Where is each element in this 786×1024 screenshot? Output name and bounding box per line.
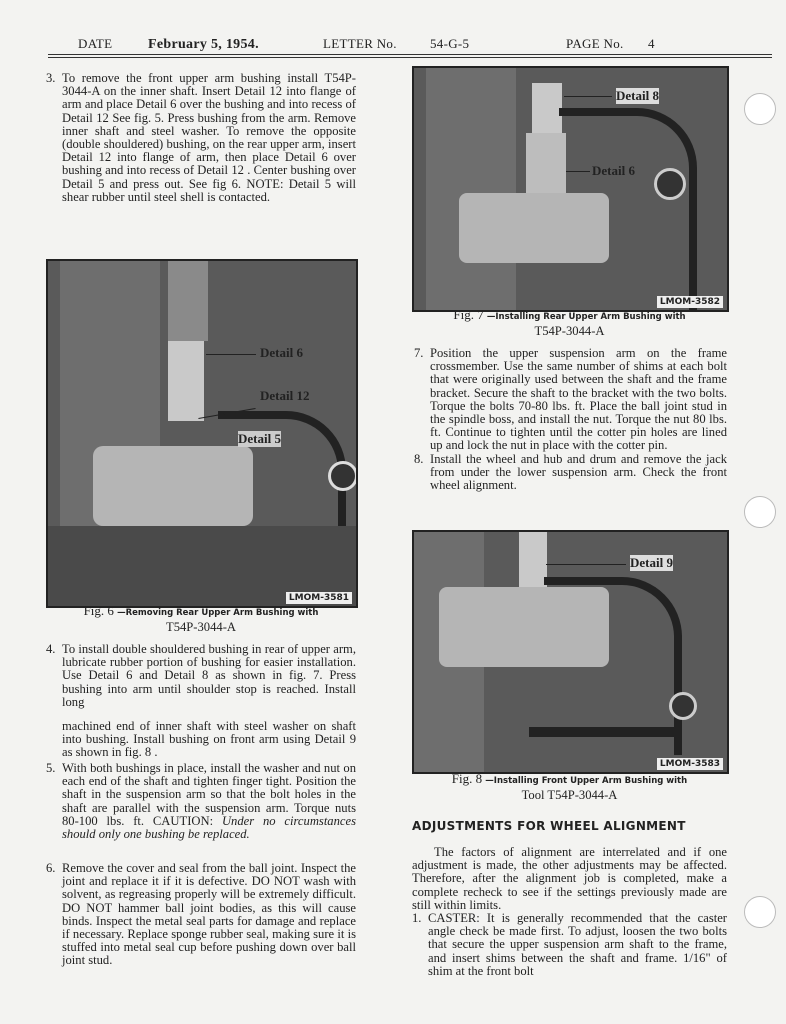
step-7: 7. Position the upper suspension arm on the frame crossmember. Use the same number of shims at each bolt that were originally used between the shaft and the frame bracket. Secure the shaft to the bracket with the two bolts. Torque the bolts 70-80 lbs. ft. Place the ball joint stud in the spindle boss, and install the nut. Torque the nut 80 lbs. ft. Continue to tighten until the cotter pin holes are lined up and lock the nut in place with the cotter pin. 8. Install the wheel and hub and drum and remove the jack from under the lower suspension arm. Check the front wheel alignment. [414,346,727,493]
figure-7-caption: Fig. 7 —Installing Rear Upper Arm Bushing with T54P-3044-A [453,307,686,338]
step-3: 3. To remove the front upper arm bushing install T54P-3044-A on the inner shaft. Insert Detail 12 into flange of arm and place Detail 6 over the bushing and into recess of Detail 12 See fig. 5. Press bushing from the arm. Remove inner shaft and steel washer. To remove the opposite (double shouldered) bushing, on the rear upper arm, insert Detail 12 into flange of arm, then place Detail 6 over bushing and into recess of Detail 12 . Center bushing over Detail 5 and press out. See fig 6. NOTE: Detail 5 will shear rubber until steel shell is contacted. [46,71,356,204]
figure-7-photo: Detail 8 Detail 6 LMOM-3582 [412,66,729,312]
step-6: 6. Remove the cover and seal from the ball joint. Inspect the joint and replace it if it is defective. DO NOT wash with solvent, as regreasing properly will be extremely difficult. DO NOT hammer ball joint bodies, as this will cause binds. Inspect the metal seal parts for damage and replace if necessary. Replace sponge rubber seal, making sure it is stuffed into metal seal cup before pushing down over ball joint stud. [46,861,356,968]
alignment-intro: The factors of alignment are interrelated and if one adjustment is made, the other adjustments may be affected. Therefore, after the alignment job is completed, make a complete recheck to see if the settings previously made are still within limits. 1. CASTER: It is generally recommended that the caster angle check be made first. To adjust, loosen the two bolts that secure the upper suspension arm shaft to the frame, and insert shims between the shaft and frame. 1/16" of shim at the front bolt [412,845,727,978]
page-number: 4 [648,36,655,51]
header-rule-2 [48,57,772,58]
figure-6-photo: Detail 6 Detail 12 Detail 5 LMOM-3581 [46,259,358,608]
page-label: PAGE No. [566,36,624,51]
letter-label: LETTER No. [323,36,397,51]
date-label: DATE [78,36,113,51]
punch-hole [744,496,776,528]
figure-6-caption: Fig. 6 —Removing Rear Upper Arm Bushing with T54P-3044-A [83,603,319,634]
section-heading: ADJUSTMENTS FOR WHEEL ALIGNMENT [412,819,686,833]
figure-code: LMOM-3581 [286,592,352,604]
header-rule [48,54,772,55]
step-5: 5. With both bushings in place, install the washer and nut on each end of the shaft and tighten finger tight. Position the shaft in the suspension arm so that the bolt holes in the shaft are parallel with the suspension arm. Torque nuts 80-100 lbs. ft. CAUTION: Under no circumstances should only one bushing be replaced. [46,761,356,842]
figure-code: LMOM-3583 [657,758,723,770]
punch-hole [744,896,776,928]
figure-code: LMOM-3582 [657,296,723,308]
date-value: February 5, 1954. [148,37,259,52]
figure-8-caption: Fig. 8 —Installing Front Upper Arm Bushing with Tool T54P-3044-A [451,771,688,802]
letter-number: 54-G-5 [430,36,470,51]
punch-hole [744,93,776,125]
figure-8-photo: Detail 9 LMOM-3583 [412,530,729,774]
step-8: 8. Install the wheel and hub and drum and remove the jack from under the lower suspension arm. Check the front wheel alignment. [414,451,727,493]
step-4: 4. To install double shouldered bushing in rear of upper arm, lubricate rubber portion of bushing for easier installation. Use Detail 6 and Detail 8 as shown in fig. 7. Press bushing into arm until shoulder stop is reached. Install long machined end of inner shaft with steel washer on shaft into bushing. Install bushing on front arm using Detail 9 as shown in fig. 8 . [46,642,356,760]
caster-step: 1. CASTER: It is generally recommended that the caster angle check be made first. To adjust, loosen the two bolts that secure the upper suspension arm shaft to the frame, and insert shims between the shaft and frame. 1/16" of shim at the front bolt [412,911,727,978]
